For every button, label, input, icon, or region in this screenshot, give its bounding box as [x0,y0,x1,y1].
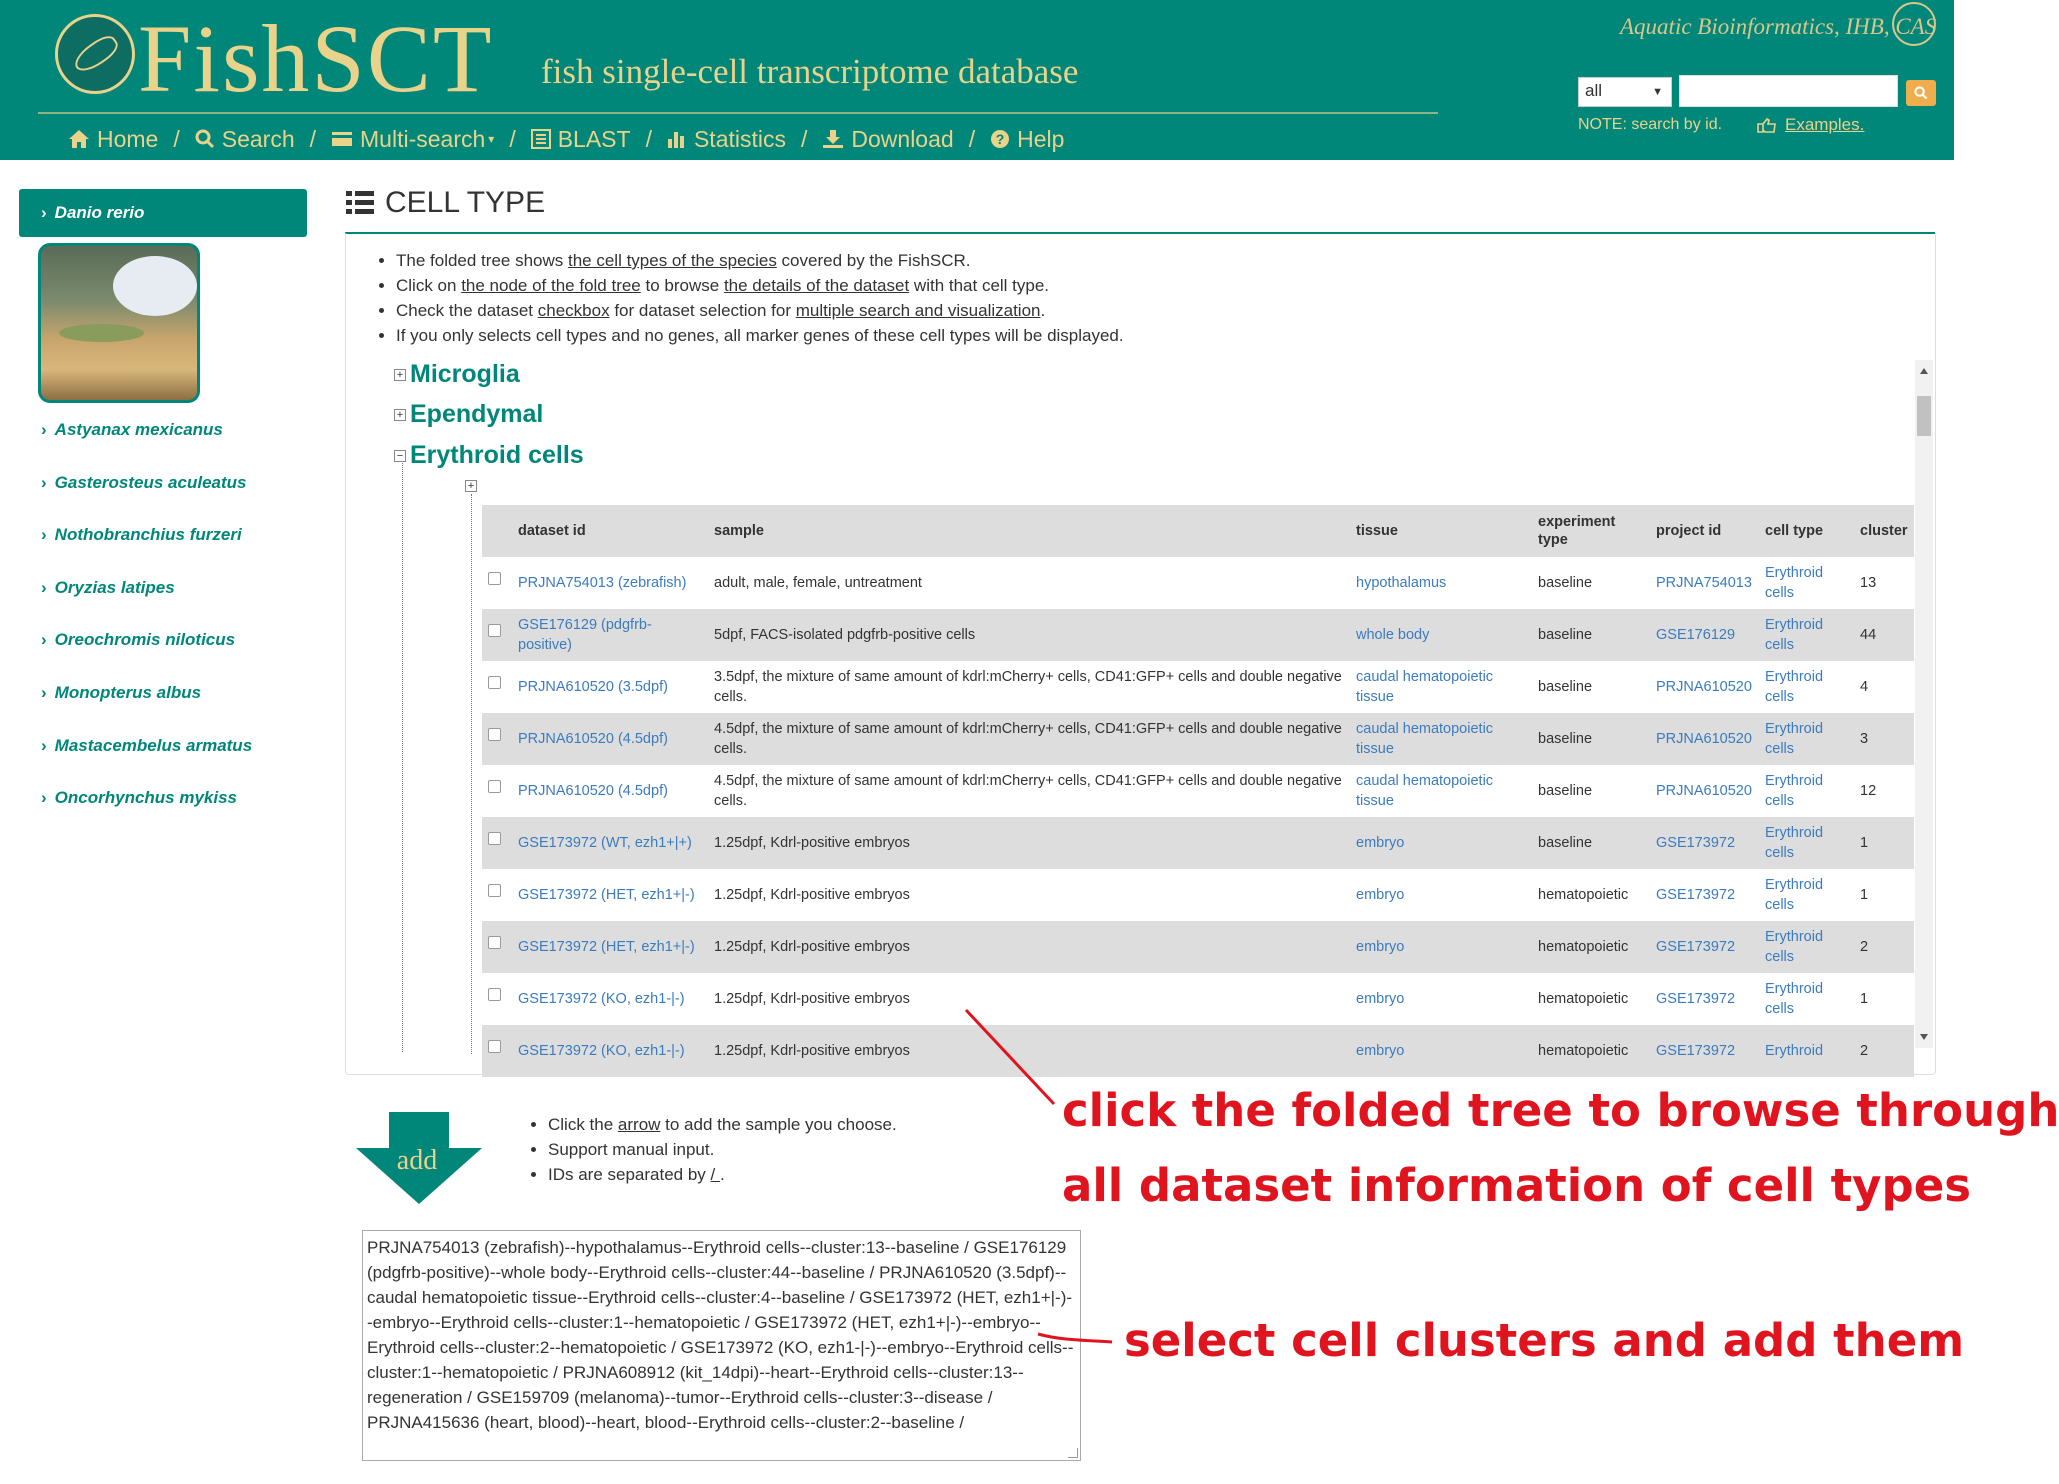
nav-home-label: Home [97,125,159,152]
cell-checkbox [482,869,512,921]
cell-project-id[interactable]: GSE173972 [1650,1025,1759,1077]
brand-seal-icon [1892,2,1936,46]
select-caret-icon: ▼ [1652,86,1663,98]
nav-home[interactable] [68,126,158,153]
search-button[interactable] [1906,80,1936,106]
nav-separator: / [309,125,317,152]
cell-cell-type[interactable]: Erythroid cells [1759,557,1854,609]
tree-node-label[interactable]: Microglia [410,360,520,388]
species-label: Gasterosteus aculeatus [54,472,247,492]
row-checkbox[interactable] [488,572,501,585]
subtree-guide-line [471,494,472,1054]
cell-cell-type[interactable]: Erythroid cells [1759,609,1854,661]
species-item[interactable] [41,576,175,600]
note-item [548,1162,897,1187]
photo-stone [113,256,197,316]
note-item [396,298,1124,323]
cell-experiment-type: baseline [1532,609,1650,661]
cell-tissue[interactable]: embryo [1350,817,1532,869]
annotation-text: all dataset information of cell types [1062,1159,1972,1212]
species-item[interactable] [41,681,201,705]
cell-tissue[interactable]: whole body [1350,609,1532,661]
note-text: with that cell type. [909,276,1050,295]
cell-tissue[interactable]: embryo [1350,869,1532,921]
download-icon [822,129,844,149]
cell-project-id[interactable]: PRJNA610520 [1650,765,1759,817]
cell-cluster: 4 [1854,661,1914,713]
search-icon [1914,86,1928,100]
help-icon [990,129,1010,149]
nav-separator: / [968,125,976,152]
note-item [396,248,1124,273]
cell-cluster: 44 [1854,609,1914,661]
cell-project-id[interactable]: GSE176129 [1650,609,1759,661]
cell-cell-type[interactable]: Erythroid cells [1759,921,1854,973]
species-label: Oncorhynchus mykiss [54,788,238,808]
nav-search-label: Search [221,125,295,152]
chevron-right-icon: › [41,577,47,597]
add-arrow-button[interactable] [356,1112,482,1204]
note-item [548,1112,897,1137]
cell-dataset-id[interactable]: GSE173972 (HET, ezh1+|-) [512,869,708,921]
nav-help-label: Help [1017,125,1065,152]
tree-node[interactable] [394,441,584,470]
cell-cell-type[interactable]: Erythroid cells [1759,661,1854,713]
note-text: Support manual input. [548,1140,715,1159]
subtree-toggle[interactable]: + [465,480,477,492]
species-item-danio-rerio[interactable] [19,189,307,237]
tree-node-label[interactable]: Erythroid cells [410,441,584,469]
cell-dataset-id[interactable]: PRJNA754013 (zebrafish) [512,557,708,609]
cell-checkbox [482,557,512,609]
cell-sample: 4.5dpf, the mixture of same amount of kdrl:mCherry+ cells, CD41:GFP+ cells and double negative cells. [708,713,1350,765]
col-cell-type: cell type [1759,505,1854,557]
note-link[interactable]: checkbox [537,301,610,320]
nav-separator: / [509,125,516,152]
note-link[interactable]: multiple search and visualization [795,301,1041,320]
cell-tissue[interactable]: caudal hematopoietic tissue [1350,713,1532,765]
chevron-right-icon: › [41,630,47,650]
fish-logo-icon [70,31,122,77]
col-project-id: project id [1650,505,1759,557]
search-scope-value: all [1585,81,1603,100]
cell-sample: 5dpf, FACS-isolated pdgfrb-positive cells [708,609,1350,661]
resize-grip-icon[interactable] [1068,1448,1078,1458]
cell-experiment-type: hematopoietic [1532,869,1650,921]
examples-link[interactable] [1757,115,1864,135]
note-text: . [719,1165,725,1184]
cell-sample: 1.25dpf, Kdrl-positive embryos [708,869,1350,921]
cell-dataset-id[interactable]: GSE173972 (WT, ezh1+|+) [512,817,708,869]
dataset-table [482,505,1914,1077]
cell-experiment-type: baseline [1532,713,1650,765]
home-icon [68,129,90,149]
cell-type-tree[interactable] [394,360,1932,1059]
nav-multi-search-label: Multi-search [360,125,486,152]
nav-statistics[interactable] [667,126,786,153]
chevron-right-icon: › [41,420,47,439]
nav-multi-search[interactable] [331,126,494,153]
row-checkbox[interactable] [488,884,501,897]
cell-checkbox [482,921,512,973]
cell-checkbox [482,765,512,817]
cell-cell-type[interactable]: Erythroid cells [1759,765,1854,817]
cell-sample: 3.5dpf, the mixture of same amount of kdrl:mCherry+ cells, CD41:GFP+ cells and double negative cells. [708,661,1350,713]
note-text: for dataset selection for [609,301,796,320]
tree-guide-line [402,452,403,1052]
cell-cell-type[interactable]: Erythroid cells [1759,713,1854,765]
cell-project-id[interactable]: GSE173972 [1650,921,1759,973]
search-note: NOTE: search by id. [1578,116,1723,133]
cell-project-id[interactable]: GSE173972 [1650,869,1759,921]
species-label: Mastacembelus armatus [54,735,253,755]
cell-checkbox [482,817,512,869]
annotation-text: click the folded tree to browse through [1062,1084,2059,1137]
note-link[interactable]: arrow [617,1115,661,1134]
list-icon [345,189,375,217]
note-text: covered by the FishSCR. [776,251,971,270]
cell-dataset-id[interactable]: GSE173972 (HET, ezh1+|-) [512,921,708,973]
table-row [482,765,1914,817]
cell-experiment-type: hematopoietic [1532,973,1650,1025]
page-title [345,186,545,220]
row-checkbox[interactable] [488,936,501,949]
page-title-text: CELL TYPE [385,186,546,219]
cell-project-id[interactable]: PRJNA610520 [1650,713,1759,765]
tree-toggle-icon[interactable]: + [394,369,406,381]
cell-dataset-id[interactable]: PRJNA610520 (3.5dpf) [512,661,708,713]
cell-cluster: 1 [1854,869,1914,921]
note-text: . [1040,301,1046,320]
examples-link-label: Examples. [1785,115,1865,134]
species-label: Danio rerio [54,203,145,222]
bar-chart-icon [667,129,687,149]
cell-cell-type[interactable]: Erythroid [1759,1025,1854,1077]
cell-checkbox [482,661,512,713]
cell-cluster: 2 [1854,1025,1914,1077]
species-item[interactable] [41,734,252,758]
col-experiment-type: experiment type [1532,505,1650,557]
col-cluster: cluster [1854,505,1914,557]
table-row [482,973,1914,1025]
row-checkbox[interactable] [488,832,501,845]
table-header-row [482,505,1914,557]
tree-scrollbar[interactable] [1915,360,1933,1048]
nav-separator: / [173,125,180,152]
dropdown-caret-icon: ▾ [488,132,495,146]
cell-project-id[interactable]: PRJNA754013 [1650,557,1759,609]
scroll-up-icon[interactable] [1920,368,1928,374]
add-arrow-label: add [396,1145,438,1176]
cell-tissue[interactable]: caudal hematopoietic tissue [1350,765,1532,817]
cell-dataset-id[interactable]: GSE173972 (KO, ezh1-|-) [512,973,708,1025]
table-row [482,817,1914,869]
cell-tissue[interactable]: embryo [1350,921,1532,973]
note-text: to browse [640,276,724,295]
species-label: Astyanax mexicanus [54,420,223,439]
site-header [0,0,1954,160]
cell-tissue[interactable]: caudal hematopoietic tissue [1350,661,1532,713]
annotation-text: select cell clusters and add them [1124,1314,1965,1367]
note-item [396,273,1124,298]
add-notes-list [548,1112,897,1187]
header-checkbox [482,505,512,557]
cell-sample: 1.25dpf, Kdrl-positive embryos [708,1025,1350,1077]
svg-text:?: ? [995,131,1005,147]
cell-sample: 1.25dpf, Kdrl-positive embryos [708,973,1350,1025]
chevron-right-icon: › [41,683,47,702]
scroll-thumb[interactable] [1917,396,1931,436]
cell-dataset-id[interactable]: PRJNA610520 (4.5dpf) [512,713,708,765]
cell-cluster: 1 [1854,817,1914,869]
col-sample: sample [708,505,1350,557]
cell-sample: 1.25dpf, Kdrl-positive embryos [708,921,1350,973]
cell-tissue[interactable]: embryo [1350,1025,1532,1077]
col-dataset-id: dataset id [512,505,708,557]
cell-cluster: 1 [1854,973,1914,1025]
brand-text: Aquatic Bioinformatics, IHB, CAS [1620,14,1937,39]
cell-cluster: 3 [1854,713,1914,765]
site-subtitle: fish single-cell transcriptome database [541,52,1079,91]
table-row [482,661,1914,713]
site-logo[interactable]: FishSCT [138,5,494,112]
cell-dataset-id[interactable]: PRJNA610520 (4.5dpf) [512,765,708,817]
main-nav [68,122,1064,156]
cell-experiment-type: baseline [1532,661,1650,713]
cell-experiment-type: hematopoietic [1532,1025,1650,1077]
tree-node-label[interactable]: Ependymal [410,400,544,428]
species-item[interactable] [41,628,235,652]
hand-pointer-icon [1757,117,1777,133]
nav-separator: / [801,125,808,152]
table-row [482,869,1914,921]
header-divider [38,112,1438,114]
cell-checkbox [482,609,512,661]
tree-node[interactable] [394,360,520,389]
cell-experiment-type: baseline [1532,817,1650,869]
cell-experiment-type: baseline [1532,765,1650,817]
note-link[interactable]: the details of the dataset [723,276,910,295]
cell-cell-type[interactable]: Erythroid cells [1759,817,1854,869]
cell-cell-type[interactable]: Erythroid cells [1759,973,1854,1025]
row-checkbox[interactable] [488,780,501,793]
nav-help[interactable] [990,126,1064,153]
note-text: If you only selects cell types and no genes, all marker genes of these cell types will be displayed. [396,326,1124,345]
note-text: to add the sample you choose. [660,1115,897,1134]
search-input[interactable] [1679,75,1898,107]
tree-toggle-icon[interactable]: − [394,450,406,462]
note-text: Click on [396,276,462,295]
row-checkbox[interactable] [488,728,501,741]
note-item [396,323,1124,348]
row-checkbox[interactable] [488,624,501,637]
cell-cluster: 13 [1854,557,1914,609]
row-checkbox[interactable] [488,1040,501,1053]
card-icon [331,130,353,148]
note-text: Click the [548,1115,618,1134]
chevron-right-icon: › [41,525,47,545]
tree-node[interactable] [394,400,543,429]
cell-sample: 1.25dpf, Kdrl-positive embryos [708,817,1350,869]
table-body [482,557,1914,1077]
note-link[interactable]: the cell types of the species [567,251,777,270]
cell-tissue[interactable]: hypothalamus [1350,557,1532,609]
nav-statistics-label: Statistics [693,125,786,152]
search-scope-select[interactable] [1578,77,1672,107]
row-checkbox[interactable] [488,988,501,1001]
cell-cluster: 12 [1854,765,1914,817]
species-photo [38,243,200,403]
note-item [548,1137,897,1162]
chevron-right-icon: › [41,788,47,808]
chevron-right-icon: › [41,735,47,755]
tree-toggle-icon[interactable]: + [394,409,406,421]
cell-checkbox [482,713,512,765]
cell-sample: 4.5dpf, the mixture of same amount of kdrl:mCherry+ cells, CD41:GFP+ cells and double negative cells. [708,765,1350,817]
cell-project-id[interactable]: GSE173972 [1650,817,1759,869]
note-text: The folded tree shows [396,251,568,270]
nav-download-label: Download [851,125,954,152]
cell-dataset-id[interactable]: GSE176129 (pdgfrb-positive) [512,609,708,661]
species-label: Monopterus albus [54,683,202,702]
species-item[interactable] [41,471,246,495]
search-icon [195,129,215,149]
nav-search[interactable] [195,126,295,153]
species-item[interactable] [41,786,237,810]
cell-checkbox [482,973,512,1025]
species-label: Oreochromis niloticus [54,630,236,650]
intro-list [396,248,1124,348]
note-text: Check the dataset [396,301,538,320]
selection-textarea[interactable] [362,1230,1081,1461]
cell-experiment-type: hematopoietic [1532,921,1650,973]
list-icon [531,129,551,149]
nav-separator: / [645,125,652,152]
cell-checkbox [482,1025,512,1077]
scroll-down-icon[interactable] [1920,1034,1928,1040]
cell-experiment-type: baseline [1532,557,1650,609]
col-tissue: tissue [1350,505,1532,557]
nav-blast[interactable] [531,126,631,153]
chevron-right-icon: › [41,203,47,222]
note-link[interactable]: the node of the fold tree [461,276,641,295]
table-row [482,1025,1914,1077]
nav-blast-label: BLAST [557,125,631,152]
species-item[interactable] [41,523,242,547]
nav-download[interactable] [822,126,953,153]
chevron-right-icon: › [41,472,47,492]
note-text: IDs are separated by [548,1165,711,1184]
cell-cell-type[interactable]: Erythroid cells [1759,869,1854,921]
species-item[interactable] [41,418,223,442]
species-label: Oryzias latipes [54,577,175,597]
cell-sample: adult, male, female, untreatment [708,557,1350,609]
cell-dataset-id[interactable]: GSE173972 (KO, ezh1-|-) [512,1025,708,1077]
table-row [482,713,1914,765]
table-row [482,921,1914,973]
cell-cluster: 2 [1854,921,1914,973]
cell-project-id[interactable]: GSE173972 [1650,973,1759,1025]
species-label: Nothobranchius furzeri [54,525,242,545]
cell-tissue[interactable]: embryo [1350,973,1532,1025]
logo-emblem [55,14,135,94]
table-row [482,609,1914,661]
photo-fish [59,324,144,342]
note-link[interactable]: / [710,1165,720,1184]
cell-project-id[interactable]: PRJNA610520 [1650,661,1759,713]
row-checkbox[interactable] [488,676,501,689]
table-row [482,557,1914,609]
